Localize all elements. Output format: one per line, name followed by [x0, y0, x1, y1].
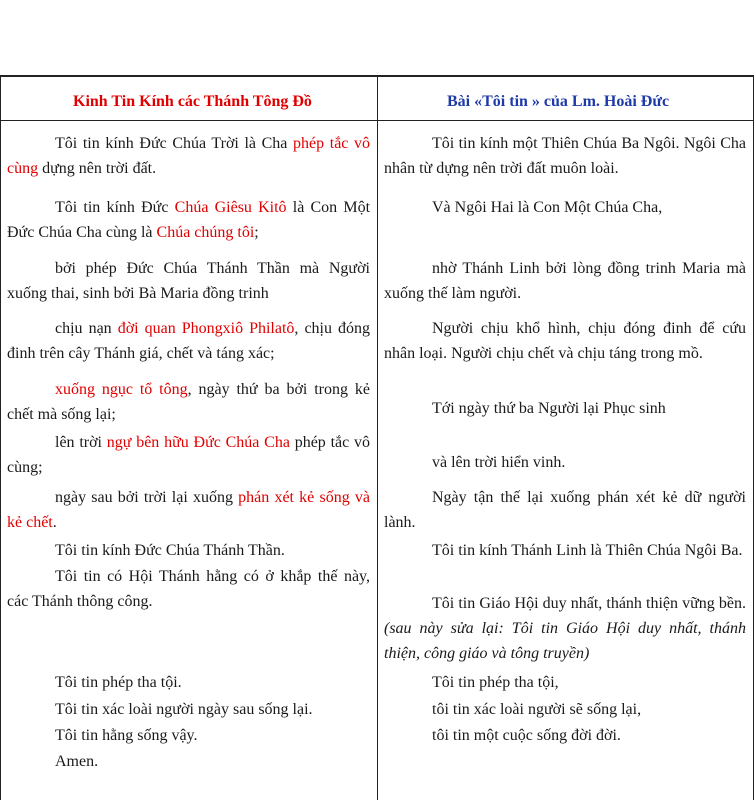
left-paragraph-8: Tôi tin kính Đức Chúa Thánh Thần.: [55, 542, 285, 559]
right-column-header: Bài «Tôi tin » của Lm. Hoài Đức: [447, 93, 670, 110]
right-paragraph-5: Tới ngày thứ ba Người lại Phục sinh: [432, 400, 666, 417]
left-paragraph-9: Tôi tin có Hội Thánh hằng có ở khắp thế này, các Thánh thông công.: [7, 568, 370, 610]
right-paragraph-8: Tôi tin kính Thánh Linh là Thiên Chúa Ngôi Ba.: [432, 542, 743, 559]
left-paragraph-1: Tôi tin kính Đức Chúa Trời là Cha phép tắc vô cùng dựng nên trời đất.: [7, 135, 371, 177]
right-paragraph-10: Tôi tin phép tha tội,: [432, 674, 559, 691]
left-paragraph-4: chịu nạn đời quan Phongxiô Philatô, chịu đóng đinh trên cây Thánh giá, chết và táng xác;: [7, 320, 370, 362]
right-paragraph-2: Và Ngôi Hai là Con Một Chúa Cha,: [432, 199, 663, 216]
left-paragraph-5: xuống ngục tổ tông, ngày thứ ba bởi trong kẻ chết mà sống lại;: [7, 381, 370, 423]
column-divider: [377, 77, 378, 800]
right-paragraph-6: và lên trời hiển vinh.: [432, 454, 566, 471]
left-paragraph-12: Tôi tin hằng sống vậy.: [55, 727, 198, 744]
right-paragraph-1: Tôi tin kính một Thiên Chúa Ba Ngôi. Ngôi Cha nhân từ dựng nên trời đất muôn loài.: [384, 135, 746, 177]
right-paragraph-9: Tôi tin Giáo Hội duy nhất, thánh thiện vững bền. (sau này sửa lại: Tôi tin Giáo Hội duy nhất, thánh thiện, công giáo và tông truyền): [384, 595, 746, 662]
left-paragraph-10: Tôi tin phép tha tội.: [55, 674, 182, 691]
left-column-header: Kinh Tin Kính các Thánh Tông Đồ: [73, 93, 312, 110]
left-paragraph-13: Amen.: [55, 753, 99, 770]
right-paragraph-11: tôi tin xác loài người sẽ sống lại,: [432, 701, 642, 718]
left-paragraph-2: Tôi tin kính Đức Chúa Giêsu Kitô là Con Một Đức Chúa Cha cùng là Chúa chúng tôi;: [7, 199, 371, 241]
left-paragraph-6: lên trời ngự bên hữu Đức Chúa Cha phép tắc vô cùng;: [7, 434, 370, 476]
right-paragraph-4: Người chịu khổ hình, chịu đóng đinh để cứu nhân loại. Người chịu chết và chịu táng trong mồ.: [384, 320, 746, 362]
right-paragraph-3: nhờ Thánh Linh bởi lòng đồng trinh Maria mà xuống thế làm người.: [384, 260, 746, 302]
left-paragraph-3: bởi phép Đức Chúa Thánh Thần mà Người xuống thai, sinh bởi Bà Maria đồng trinh: [7, 260, 370, 302]
right-paragraph-12: tôi tin một cuộc sống đời đời.: [432, 727, 621, 744]
right-paragraph-7: Ngày tận thế lại xuống phán xét kẻ dữ người lành.: [384, 489, 746, 531]
left-paragraph-11: Tôi tin xác loài người ngày sau sống lại.: [55, 701, 313, 718]
left-paragraph-7: ngày sau bởi trời lại xuống phán xét kẻ sống và kẻ chết.: [7, 489, 370, 531]
